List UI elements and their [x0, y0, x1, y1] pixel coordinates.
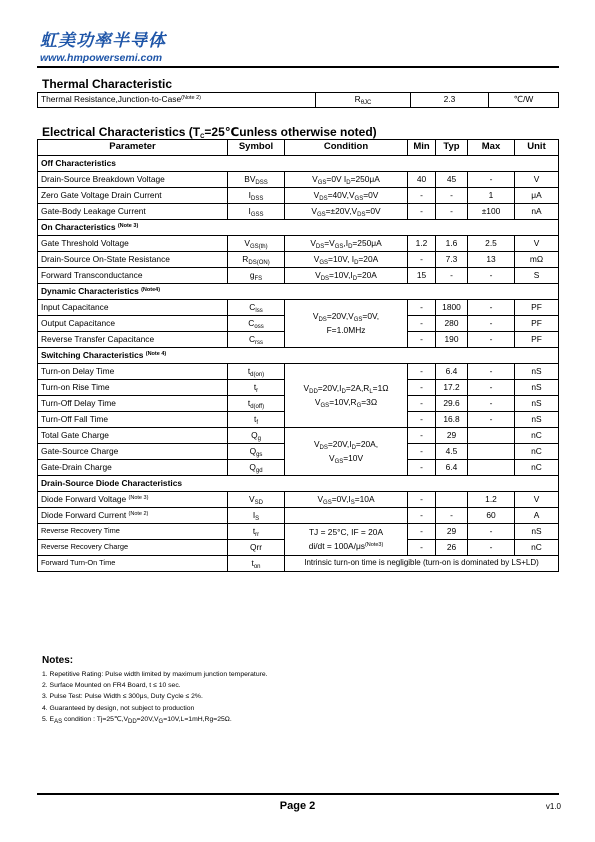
col-parameter: Parameter [38, 140, 228, 156]
param-cell: Gate-Body Leakage Current [38, 204, 228, 220]
param-cell: Diode Forward Voltage $^{(Note 3)}$ [38, 492, 228, 508]
unit-cell: nS [515, 380, 559, 396]
unit-cell: mΩ [515, 252, 559, 268]
symbol-cell: $Q_{gs}$ [228, 444, 285, 460]
typ-cell: 6.4 [436, 460, 468, 476]
min-cell: - [408, 380, 436, 396]
symbol-cell: $t_{d(on)}$ [228, 364, 285, 380]
table-row [38, 428, 559, 444]
symbol-cell: $I_{GSS}$ [228, 204, 285, 220]
company-website[interactable]: www.hmpowersemi.com [40, 52, 163, 64]
unit-cell: nS [515, 524, 559, 540]
page-number: Page 2 [279, 800, 316, 812]
symbol-cell: $C_{rss}$ [228, 332, 285, 348]
version-label: v1.0 [545, 802, 561, 811]
typ-cell: 6.4 [436, 364, 468, 380]
param-cell: Gate-Source Charge [38, 444, 228, 460]
max-cell: 60 [468, 508, 515, 524]
company-name-cn: 虹美功率半导体 [40, 31, 166, 51]
thermal-param: Thermal Resistance,Junction-to-Case$^{(Note 2)}$ [38, 93, 316, 108]
unit-cell: A [515, 508, 559, 524]
table-row [38, 236, 559, 252]
typ-cell: - [436, 268, 468, 284]
condition-cell: $V_{DS}=20V,I_D=20A$, $V_{GS}=10V$ [285, 428, 408, 476]
col-min: Min [408, 140, 436, 156]
table-row [38, 268, 559, 284]
note-item: 3. Pulse Test: Pulse Width ≤ 300μs, Duty Cycle ≤ 2%. [42, 693, 203, 701]
company-logo [40, 26, 166, 64]
symbol-cell: $t_f$ [228, 412, 285, 428]
condition-cell: $V_{DS}=V_{GS},I_D=250\mu A$ [285, 236, 408, 252]
min-cell: - [408, 444, 436, 460]
min-cell: - [408, 364, 436, 380]
param-cell: Output Capacitance [38, 316, 228, 332]
param-cell: Gate-Drain Charge [38, 460, 228, 476]
symbol-cell: $V_{GS(th)}$ [228, 236, 285, 252]
min-cell: - [408, 540, 436, 556]
footer-rule [37, 793, 559, 795]
unit-cell: nC [515, 460, 559, 476]
thermal-symbol: $R_{\theta JC}$ [316, 93, 411, 108]
max-cell: - [468, 412, 515, 428]
unit-cell: PF [515, 316, 559, 332]
max-cell: 1.2 [468, 492, 515, 508]
param-cell: Reverse Recovery Charge [38, 540, 228, 556]
param-cell: Turn-on Rise Time [38, 380, 228, 396]
thermal-unit: ℃/W [489, 93, 559, 108]
typ-cell: - [436, 204, 468, 220]
notes-title: Notes: [42, 655, 74, 666]
param-cell: Gate Threshold Voltage [38, 236, 228, 252]
typ-cell: 29.6 [436, 396, 468, 412]
typ-cell [436, 492, 468, 508]
condition-cell: $V_{DD}=20V,I_D=2A,R_L=1\Omega$ $V_{GS}=10V,R_G=3\Omega$ [285, 364, 408, 428]
max-cell: - [468, 332, 515, 348]
table-row [38, 508, 559, 524]
col-max: Max [468, 140, 515, 156]
param-cell: Diode Forward Current $^{(Note 2)}$ [38, 508, 228, 524]
typ-cell: 29 [436, 428, 468, 444]
min-cell: - [408, 492, 436, 508]
section-dynamic: Dynamic Characteristics $^{(Note4)}$ [38, 284, 559, 300]
table-row [38, 204, 559, 220]
min-cell: - [408, 188, 436, 204]
param-cell: Drain-Source On-State Resistance [38, 252, 228, 268]
max-cell: - [468, 364, 515, 380]
col-condition: Condition [285, 140, 408, 156]
min-cell: - [408, 300, 436, 316]
param-cell: Turn-on Delay Time [38, 364, 228, 380]
unit-cell: nC [515, 540, 559, 556]
typ-cell: - [436, 508, 468, 524]
unit-cell: V [515, 172, 559, 188]
thermal-table [37, 92, 559, 108]
unit-cell: nC [515, 428, 559, 444]
unit-cell: PF [515, 332, 559, 348]
table-row [38, 556, 559, 572]
min-cell: 1.2 [408, 236, 436, 252]
symbol-cell: $Q_g$ [228, 428, 285, 444]
max-cell: - [468, 316, 515, 332]
note-item: 4. Guaranteed by design, not subject to production [42, 704, 195, 712]
symbol-cell: $t_{rr}$ [228, 524, 285, 540]
symbol-cell: $C_{lss}$ [228, 300, 285, 316]
unit-cell: PF [515, 300, 559, 316]
min-cell: 15 [408, 268, 436, 284]
section-diode: Drain-Source Diode Characteristics [38, 476, 559, 492]
typ-cell: 280 [436, 316, 468, 332]
typ-cell: 4.5 [436, 444, 468, 460]
max-cell [468, 428, 515, 444]
section-switching: Switching Characteristics $^{(Note 4)}$ [38, 348, 559, 364]
typ-cell: 45 [436, 172, 468, 188]
section-on: On Characteristics $^{(Note 3)}$ [38, 220, 559, 236]
col-symbol: Symbol [228, 140, 285, 156]
param-cell: Reverse Recovery Time [38, 524, 228, 540]
max-cell: - [468, 540, 515, 556]
header-rule [37, 66, 559, 68]
unit-cell: V [515, 492, 559, 508]
unit-cell: V [515, 236, 559, 252]
condition-cell [285, 508, 408, 524]
table-row [38, 524, 559, 540]
condition-cell: $V_{GS}=\pm 20V,V_{DS}=0V$ [285, 204, 408, 220]
max-cell: - [468, 380, 515, 396]
notes-section [42, 655, 268, 725]
param-cell: Zero Gate Voltage Drain Current [38, 188, 228, 204]
max-cell: - [468, 172, 515, 188]
symbol-cell: $C_{oss}$ [228, 316, 285, 332]
table-row [38, 188, 559, 204]
max-cell: - [468, 300, 515, 316]
min-cell: - [408, 428, 436, 444]
condition-cell: Intrinsic turn-on time is negligible (turn-on is dominated by LS+LD) [285, 556, 559, 572]
symbol-cell: $I_S$ [228, 508, 285, 524]
max-cell [468, 444, 515, 460]
max-cell: - [468, 396, 515, 412]
col-unit: Unit [515, 140, 559, 156]
table-row [38, 364, 559, 380]
thermal-row [38, 93, 559, 108]
min-cell: - [408, 396, 436, 412]
thermal-title: Thermal Characteristic [42, 77, 173, 91]
unit-cell: nS [515, 396, 559, 412]
symbol-cell: $R_{DS(ON)}$ [228, 252, 285, 268]
param-cell: Reverse Transfer Capacitance [38, 332, 228, 348]
table-row [38, 492, 559, 508]
section-row [38, 220, 559, 236]
typ-cell: - [436, 188, 468, 204]
typ-cell: 7.3 [436, 252, 468, 268]
max-cell: 2.5 [468, 236, 515, 252]
symbol-cell: $BV_{DSS}$ [228, 172, 285, 188]
typ-cell: 1.6 [436, 236, 468, 252]
note-item: 2. Surface Mounted on FR4 Board, t ≤ 10 sec. [42, 682, 181, 690]
max-cell: - [468, 524, 515, 540]
max-cell: 13 [468, 252, 515, 268]
unit-cell: nC [515, 444, 559, 460]
param-cell: Drain-Source Breakdown Voltage [38, 172, 228, 188]
min-cell: - [408, 204, 436, 220]
max-cell: 1 [468, 188, 515, 204]
table-row [38, 252, 559, 268]
max-cell [468, 460, 515, 476]
typ-cell: 17.2 [436, 380, 468, 396]
section-off: Off Characteristics [38, 156, 559, 172]
min-cell: 40 [408, 172, 436, 188]
param-cell: Turn-Off Fall Time [38, 412, 228, 428]
min-cell: - [408, 460, 436, 476]
typ-cell: 1800 [436, 300, 468, 316]
typ-cell: 26 [436, 540, 468, 556]
condition-cell: $V_{DS}=40V,V_{GS}=0V$ [285, 188, 408, 204]
unit-cell: nS [515, 412, 559, 428]
param-cell: Total Gate Charge [38, 428, 228, 444]
param-cell: Forward Turn-On Time [38, 556, 228, 572]
symbol-cell: $g_{FS}$ [228, 268, 285, 284]
min-cell: - [408, 316, 436, 332]
condition-cell: $V_{GS}=0V$ $I_D=250\mu A$ [285, 172, 408, 188]
min-cell: - [408, 508, 436, 524]
table-row [38, 300, 559, 316]
note-item: 1. Repetitive Rating: Pulse width limited by maximum junction temperature. [42, 671, 268, 678]
thermal-value: 2.3 [411, 93, 489, 108]
unit-cell: μA [515, 188, 559, 204]
param-cell: Input Capacitance [38, 300, 228, 316]
min-cell: - [408, 332, 436, 348]
condition-cell: $V_{DS}=10V,I_D=20A$ [285, 268, 408, 284]
max-cell: ±100 [468, 204, 515, 220]
unit-cell: nA [515, 204, 559, 220]
condition-cell: $V_{DS}=20V,V_{GS}=0V$, F=1.0MHz [285, 300, 408, 348]
table-row [38, 172, 559, 188]
typ-cell: 16.8 [436, 412, 468, 428]
typ-cell: 29 [436, 524, 468, 540]
section-row [38, 348, 559, 364]
electrical-table [37, 139, 559, 572]
symbol-cell: $t_{on}$ [228, 556, 285, 572]
electrical-title: Electrical Characteristics ($T_C=25℃unless$ otherwise noted) [42, 125, 377, 140]
table-header-row [38, 140, 559, 156]
param-cell: Turn-Off Delay Time [38, 396, 228, 412]
section-row [38, 156, 559, 172]
symbol-cell: $t_{d(off)}$ [228, 396, 285, 412]
condition-cell: $V_{GS}=10V$, $I_D=20A$ [285, 252, 408, 268]
symbol-cell: $Q_{gd}$ [228, 460, 285, 476]
unit-cell: S [515, 268, 559, 284]
section-row [38, 476, 559, 492]
unit-cell: nS [515, 364, 559, 380]
param-cell: Forward Transconductance [38, 268, 228, 284]
section-row [38, 284, 559, 300]
col-typ: Typ [436, 140, 468, 156]
condition-cell: TJ = 25°C, IF = 20A $di/dt = 100A/\mu s^{(Note3)}$ [285, 524, 408, 556]
min-cell: - [408, 412, 436, 428]
min-cell: - [408, 524, 436, 540]
symbol-cell: $t_r$ [228, 380, 285, 396]
note-item: 5. $E_{AS}$ condition : $Tj=25℃,V_{DD}=20V,V_G=10V,L=1mH,Rg=25\Omega$. [42, 715, 232, 725]
typ-cell: 190 [436, 332, 468, 348]
symbol-cell: $V_{SD}$ [228, 492, 285, 508]
min-cell: - [408, 252, 436, 268]
symbol-cell: Qrr [228, 540, 285, 556]
condition-cell: $V_{GS}=0V,I_S=10A$ [285, 492, 408, 508]
max-cell: - [468, 268, 515, 284]
symbol-cell: $I_{DSS}$ [228, 188, 285, 204]
